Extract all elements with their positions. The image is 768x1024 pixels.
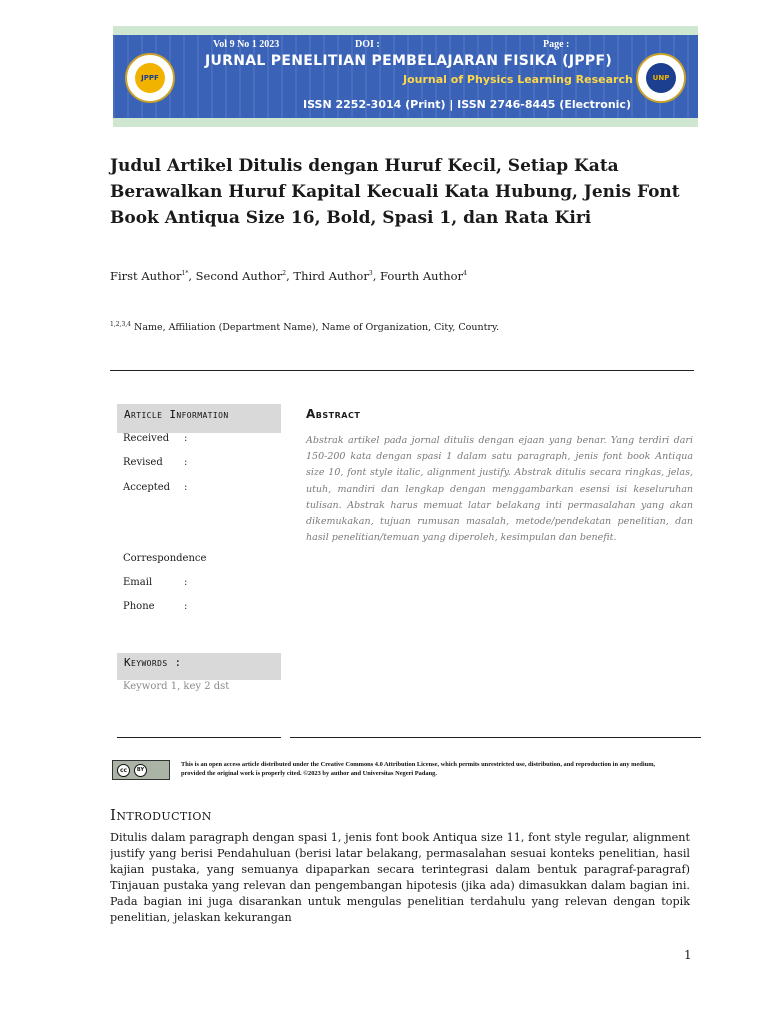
accepted-label: Accepted [123, 482, 171, 493]
license-text: This is an open access article distributed under the Creative Commons 4.0 Attribution License, which permits unrestricted use, distribution, and reproduction in any medium, provided the original work is properly cited. ©2023 by author and Universitas Negeri Padang. [181, 761, 656, 777]
author-name: First Author [110, 269, 182, 283]
phone-label: Phone [123, 601, 155, 612]
received-label: Received [123, 433, 170, 444]
doi-label: DOI : [355, 39, 380, 50]
left-divider [117, 737, 281, 738]
article-title: Judul Artikel Ditulis dengan Huruf Kecil, Setiap Kata Berawalkan Huruf Kapital Kecuali Kata Hubung, Jenis Font Book Antiqua Size 16, Bold, Spasi 1, dan Rata Kiri [110, 156, 680, 228]
email-label: Email [123, 577, 153, 588]
affiliation-mark: 1,2,3,4 [110, 321, 131, 328]
author-mark: 1* [181, 270, 189, 278]
issn-label: ISSN 2252-3014 (Print) | ISSN 2746-8445 (Electronic) [303, 98, 631, 111]
keywords-heading: Keywords : [124, 656, 182, 669]
author-mark: 2 [282, 270, 287, 278]
keywords-header [117, 653, 281, 680]
creative-commons-badge-icon[interactable] [112, 760, 170, 780]
keywords-text: Keyword 1, key 2 dst [123, 681, 230, 692]
revised-label: Revised [123, 457, 163, 468]
abstract-heading: Abstract [306, 407, 361, 421]
author-separator: , [286, 269, 294, 283]
journal-title: JURNAL PENELITIAN PEMBELAJARAN FISIKA (JPPF) [205, 53, 613, 69]
article-info-heading: Article Information [124, 408, 229, 421]
jppf-logo-icon [125, 53, 175, 103]
accepted-colon: : [184, 482, 188, 493]
by-icon: BY [134, 764, 147, 777]
cc-icon: cc [117, 764, 130, 777]
unp-logo-text: UNP [646, 63, 676, 93]
article-info-header [117, 404, 281, 433]
unp-logo-icon [636, 53, 686, 103]
introduction-text: Ditulis dalam paragraph dengan spasi 1, jenis font book Antiqua size 11, font style regular, alignment justify yang berisi Pendahuluan (berisi latar belakang, permasalahan sesuai konteks penelitian, hasil kajian pustaka, yang semuanya dipaparkan secara terintegrasi dalam bentuk paragraf-paragraf) Tinjauan pustaka yang relevan dan pengembangan hipotesis (jika ada) dimasukkan dalam bagian ini. Pada bagian ini juga disarankan untuk mengulas penelitian terdahulu yang relevan dengan topik penelitian, jelaskan kekurangan [110, 831, 690, 924]
author-list [110, 269, 467, 283]
author-name: Third Author [293, 269, 369, 283]
abstract-text: Abstrak artikel pada jornal ditulis dengan ejaan yang benar. Yang terdiri dari 150-200 kata dengan spasi 1 dalam satu paragraph, jenis font book Antiqua size 10, font style italic, alignment justify. Abstrak ditulis secara ringkas, jelas, utuh, mandiri dan lengkap dengan menggambarkan esensi isi keseluruhan tulisan. Abstrak harus memuat latar belakang inti permasalahan yang akan dikemukakan, tujuan rumusan masalah, metode/pendekatan penelitian, dan hasil penelitian/temuan yang diperoleh, kesimpulan dan benefit. [306, 435, 693, 544]
journal-banner [113, 26, 698, 127]
phone-colon: : [184, 601, 188, 612]
revised-colon: : [184, 457, 188, 468]
affiliation [110, 321, 499, 333]
author-name: Fourth Author [380, 269, 464, 283]
page-label: Page : [543, 39, 570, 50]
correspondence-label: Correspondence [123, 553, 207, 564]
right-divider [290, 737, 701, 738]
jppf-logo-text: JPPF [135, 63, 165, 93]
page-number: 1 [684, 948, 692, 962]
header-divider [110, 370, 694, 371]
author-separator: , [372, 269, 380, 283]
author-separator: , [188, 269, 196, 283]
email-colon: : [184, 577, 188, 588]
introduction-heading: Introduction [110, 806, 212, 824]
author-mark: 4 [463, 270, 467, 278]
author-name: Second Author [195, 269, 283, 283]
affiliation-text: Name, Affiliation (Department Name), Name of Organization, City, Country. [131, 322, 500, 334]
volume-label: Vol 9 No 1 2023 [213, 39, 280, 50]
received-colon: : [184, 433, 188, 444]
author-mark: 3 [368, 270, 373, 278]
journal-subtitle: Journal of Physics Learning Research [403, 73, 633, 86]
